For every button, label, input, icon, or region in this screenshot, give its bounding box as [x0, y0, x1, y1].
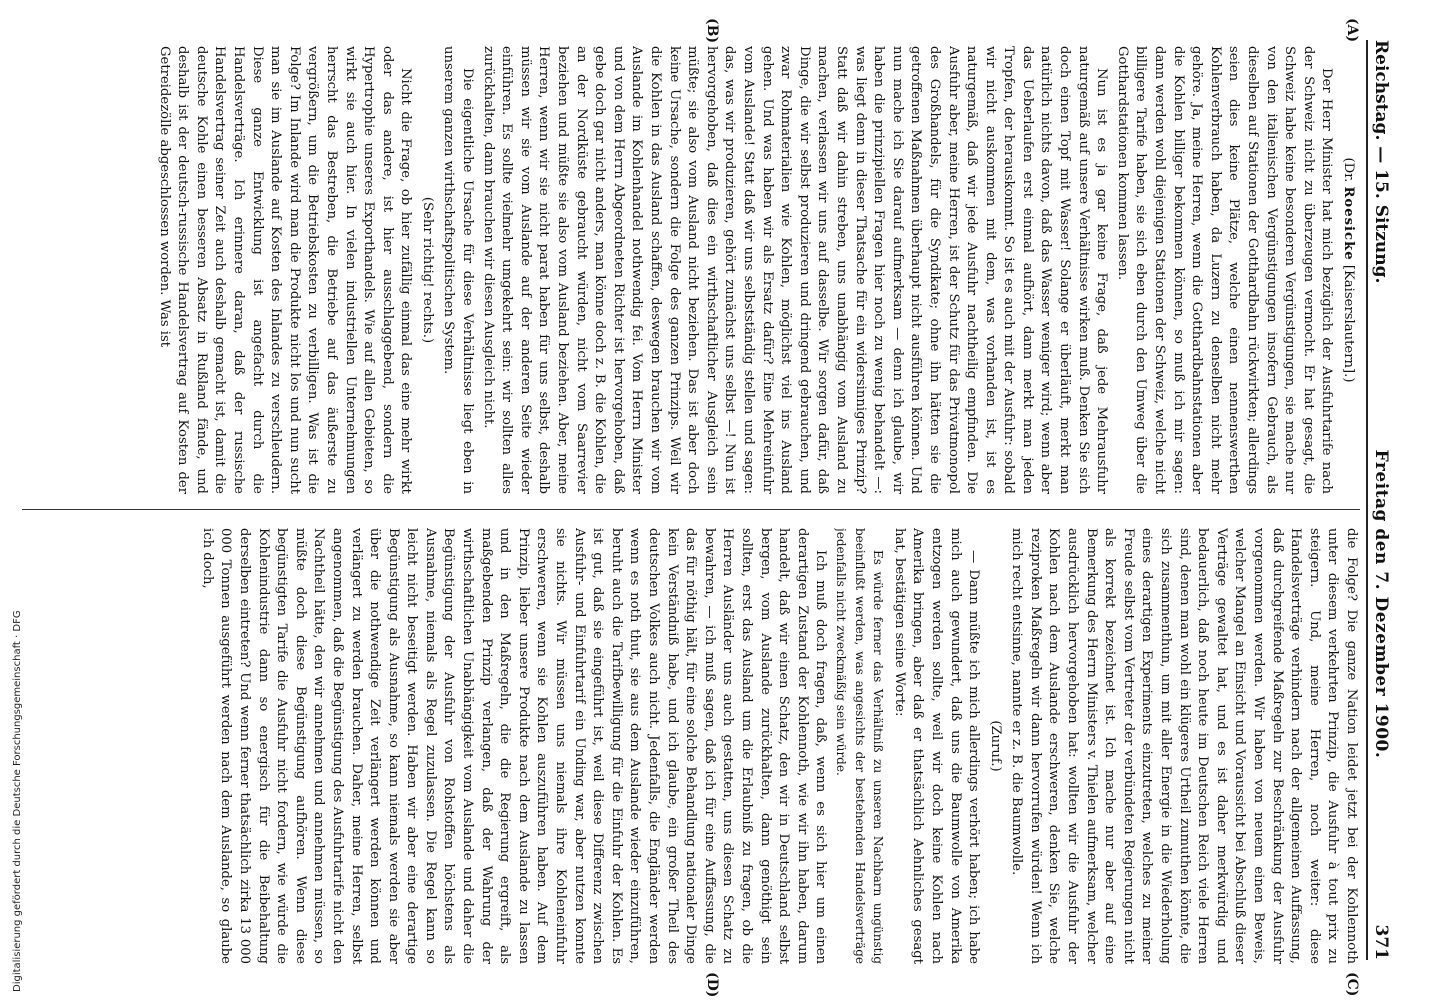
right-column: [22, 528, 1360, 964]
header-session: Reichstag. — 15. Sitzung.: [1371, 40, 1391, 284]
paragraph: die Folge? Die ganze Nation leidet jetzt bei der Kohlennoth unter diesem verkehrten Prinzip, die Ausfuhr à tout prix zu steigern. Und, meine Herren, noch weiter: diese Handelsverträge verhindern nach der allgemeinen Auffassung, daß durchgreifende Maßregeln zur Beschränkung der Ausfuhr vorgenommen werden. Wir haben von neuem einen Beweis, welcher Mangel an Einsicht und Voraussicht bei Abschluß dieser Verträge gewaltet hat, und es ist daher merkwürdig und bedauerlich, daß noch heute im Deutschen Reich viele Herren sind, denen man wohl ein klügeres Urtheil zumuthen könnte, die sich zusammenthun, um mit aller Energie in die Wiederholung eines derartigen Experiments einzutreten, welches zu meiner Freude selbst vom Vertreter der verbündeten Regierungen nicht als korrekt bezeichnet ist. Ich mache nur aber auf eine Bemerkung des Herrn Ministers v. Thielen aufmerksam, welcher ausdrücklich hervorgehoben hat: wollten wir die Ausfuhr der Kohlen nach dem Auslande erschweren, denken Sie, welche reziproken Maßregeln wir dann hervorrufen würden! Wenn ich mich recht entsinne, nannte er z. B. die Baumwolle.: [1009, 528, 1359, 964]
column-divider: [22, 509, 1360, 510]
paragraph: Nicht die Frage, ob hier zufällig einmal das eine mehr wirkt oder das andere, ist hier ausschlaggebend, sondern die Hypertrophie unseres Exporthandels. Wie auf allen Gebieten, so wirkt sie auch hier. In vielen industriellen Unternehmungen herrscht das Bestreben, die Betriebe auf das äußerste zu vergrößern, um die Betriebskosten zu verbilligen. Was ist die Folge? Im Inlande wird man die Produkte nicht los und nun sucht man sie im Auslande auf Kosten des Inlandes zu verschleudern. Diese ganze Entwicklung ist angefacht durch die Handelsverträge. Ich erinnere daran, daß der russische Handelsvertrag seiner Zeit auch deshalb gemacht ist, damit die deutsche Kohle einen besseren Absatz in Rußland fände, und deshalb ist der deutsch-russische Handelsvertrag auf Kosten der Getreidezölle abgeschlossen worden. Was ist: [156, 46, 414, 494]
quotation: Es würde ferner das Verhältniß zu unseren Nachbarn ungünstig beeinflußt werden, was angesichts der bestehenden Handelsverträge jedenfalls nicht zweckmäßig sein würde.: [833, 528, 886, 964]
paragraph: Der Herr Minister hat mich bezüglich der Ausfuhrtarife nach der Schweiz nicht zu überzeugen vermocht. Er hat gesagt, die Schweiz habe keine besonderen Vergünstigungen, sie mache nur von den italienischen Vergünstigungen insofern Gebrauch, als dieselben auf Stationen der Gotthardbahn rückwirkten; allerdings seien dies keine Plätze, welche einen nennenswerthen Kohlenverbrauch haben, da Luzern zu denselben nicht mehr gehöre. Ja, meine Herren, wenn die Gotthardbahnstationen aber die Kohlen billiger bekommen können, so muß ich mir sagen: dann werden wohl diejenigen Stationen der Schweiz, welche nicht billigere Tarife haben, sie sich eben durch den Umweg über die Gotthardstationen kommen lassen.: [1114, 46, 1335, 494]
digitization-note: Digitalisierung gefördert durch die Deutsche Forschungsgemeinschaft · DFG: [12, 610, 23, 992]
interjection-note: (Zuruf.): [987, 720, 1003, 772]
speaker-name: Roesicke: [1341, 186, 1356, 261]
speaker-place: [Kaiserslautern].): [1341, 264, 1356, 383]
page-header: [1370, 40, 1392, 960]
left-column: [22, 46, 1360, 494]
margin-marker-d: (D): [704, 972, 720, 998]
page-number: 371: [1371, 924, 1391, 960]
applause-note: (Sehr richtig! rechts.): [419, 196, 435, 344]
speaker-ref: (Dr.: [1341, 157, 1356, 183]
paragraph: Die eigentliche Ursache für diese Verhältnisse liegt eben in unserem ganzen wirthschaftspolitischen System.: [441, 46, 476, 494]
paragraph: Nun ist es ja gar keine Frage, daß jede Mehrausfuhr naturgemäß auf unsere Verhältnisse wirken muß. Denken Sie sich doch einen Topf mit Wasser! Solange er überläuft, merkt man natürlich nichts davon, daß das Wasser weniger wird; wenn aber das Ueberlaufen erst einmal aufhört, dann merkt man jeden Tropfen, der herauskommt. So ist es auch mit der Ausfuhr: sobald wir nicht auskommen mit dem, was vorhanden ist, ist es naturgemäß, daß wir jede Ausfuhr nachtheilig empfinden. Die Ausfuhr aber, meine Herren, ist der Schutz für das Privatmonopol des Großhandels, für die Syndikate; ohne ihn hätten sie die getroffenen Maßnahmen überhaupt nicht ausführen können. Und nun mache ich Sie darauf aufmerksam — denn ich glaube, wir haben die prinzipiellen Fragen hier noch zu wenig behandelt —: was liegt denn in dieser Thatsache für ein widersinniges Prinzip? Statt daß wir dahin streben, uns unabhängig vom Ausland zu machen, verlassen wir uns auf dasselbe. Wir sorgen dafür, daß Dinge, die wir selbst produzieren und dringend gebrauchen, und zwar Rohmaterialien wie Kohlen, möglichst viel ins Ausland gehen. Und was haben wir als Ersatz dafür? Eine Mehreinfuhr vom Auslande! Statt daß wir uns selbstständig stellen und sagen: das, was wir produzieren, gehört zunächst uns selbst —! Nun ist hervorgehoben, daß dies ein wirthschaftlicher Ausgleich sein müßte; sie also vom Ausland nicht beziehen. Das ist aber doch keine Ursache, sondern die Folge des ganzen Prinzips. Weil wir die Kohlen in das Ausland schaffen, deswegen brauchen wir vom Auslande im Kohlenhandel nothwendig fei. Vom Herrn Minister und von dem Herrn Abgeordneten Richter ist hervorgehoben, daß gebe doch gar nicht anders, man könne doch z. B. die Kohlen, die an der Nordküste gebraucht würden, nicht vom Saarrevier beziehen und müßte sie also vom Ausland beziehen. Aber, meine Herren, wenn wir sie nicht parat haben für uns selbst, deshalb müssen wir sie vom Auslande auf der anderen Seite wieder einführen. Es sollte vielmehr umgekehrt sein: wir sollten alles zurückhalten, dann brauchen wir diesen Ausgleich nicht.: [480, 46, 1110, 494]
header-rule: [1366, 40, 1368, 960]
header-date: Freitag den 7. Dezember 1900.: [1371, 449, 1391, 759]
margin-marker-a: (A): [1344, 18, 1360, 43]
paragraph: Ich muß doch fragen, daß, wenn es sich hier um einen derartigen Zustand der Kohlennoth, wie wir ihn haben, darum handelt, daß wir einen Schatz, den wir in Deutschland selbst bergen, vom Auslande zurückhalten, dann genöthigt sein sollten, erst das Ausland um die Erlaubniß zu fragen, ob die Herren Ausländer uns auch gestatten, uns diesen Schatz zu bewahren, — ich muß sagen, daß ich für eine Auffassung, die das für nöthig hält, für eine solche Behandlung nationaler Dinge kein Verständniß habe, und ich glaube, ein großer Theil des deutschen Volkes auch nicht. Jedenfalls, die Engländer werden wenn es noth thut, sie aus dem Auslande wieder einzuführen, beruht auch die Tarifbewilligung für die Einfuhr der Kohlen. Es ist gut, daß sie eingeführt ist, weil diese Differenz zwischen Ausfuhr- und Einfuhrtarif ein Unding war, aber nutzen konnte sie nichts. Wir müssen uns niemals ihre Kohleneinfuhr erschweren, wenn sie Kohlen auszuführen haben. Auf dem Prinzip, lieber unsere Produkte nach dem Auslande zu lassen und in den Maßregeln, die die Regierung ergreift, als maßgebenden Prinzip verlangen, daß der Wahrung der wirthschaftlichen Unabhängigkeit vom Auslande und daher die Begünstigung der Ausfuhr von Rohstoffen höchstens als Ausnahme, niemals als Regel zuzulassen. Die Regel kann so leicht nicht beseitigt werden. Haben wir aber eine derartige Begünstigung als Ausnahme, so kann niemals werden sie aber über die nothwendige Zeit verlängert werden können und verlängert zu werden brauchen. Daher, meine Herren, selbst angenommen, daß die Begünstigung des Ausfuhrtarife nicht den Nachtheil hätte, den wir annehmen und annehmen müssen, so müßte doch diese Begünstigung aufhören. Wenn diese begünstigten Tarife die Ausfuhr nicht fordern, wie würde die Kohlenindustrie dann so energisch für die Beibehaltung derselben eintreten? Und wenn ferner thatsächlich zirka 13 000 000 Tonnen ausgeführt werden nach dem Auslande, so glaube ich doch,: [199, 528, 829, 964]
paragraph: — Dann müßte ich mich allerdings verhört haben; ich habe mich auch gewundert, daß uns die Baumwolle von Amerika entzogen werden sollte, weil wir doch keine Kohlen nach Amerika bringen, aber daß er thatsächlich Aehnliches gesagt hat, bestätigen seine Worte:: [891, 528, 982, 964]
margin-marker-b: (B): [704, 18, 720, 44]
speaker-line: [1338, 46, 1357, 494]
margin-marker-c: (C): [1344, 972, 1360, 997]
